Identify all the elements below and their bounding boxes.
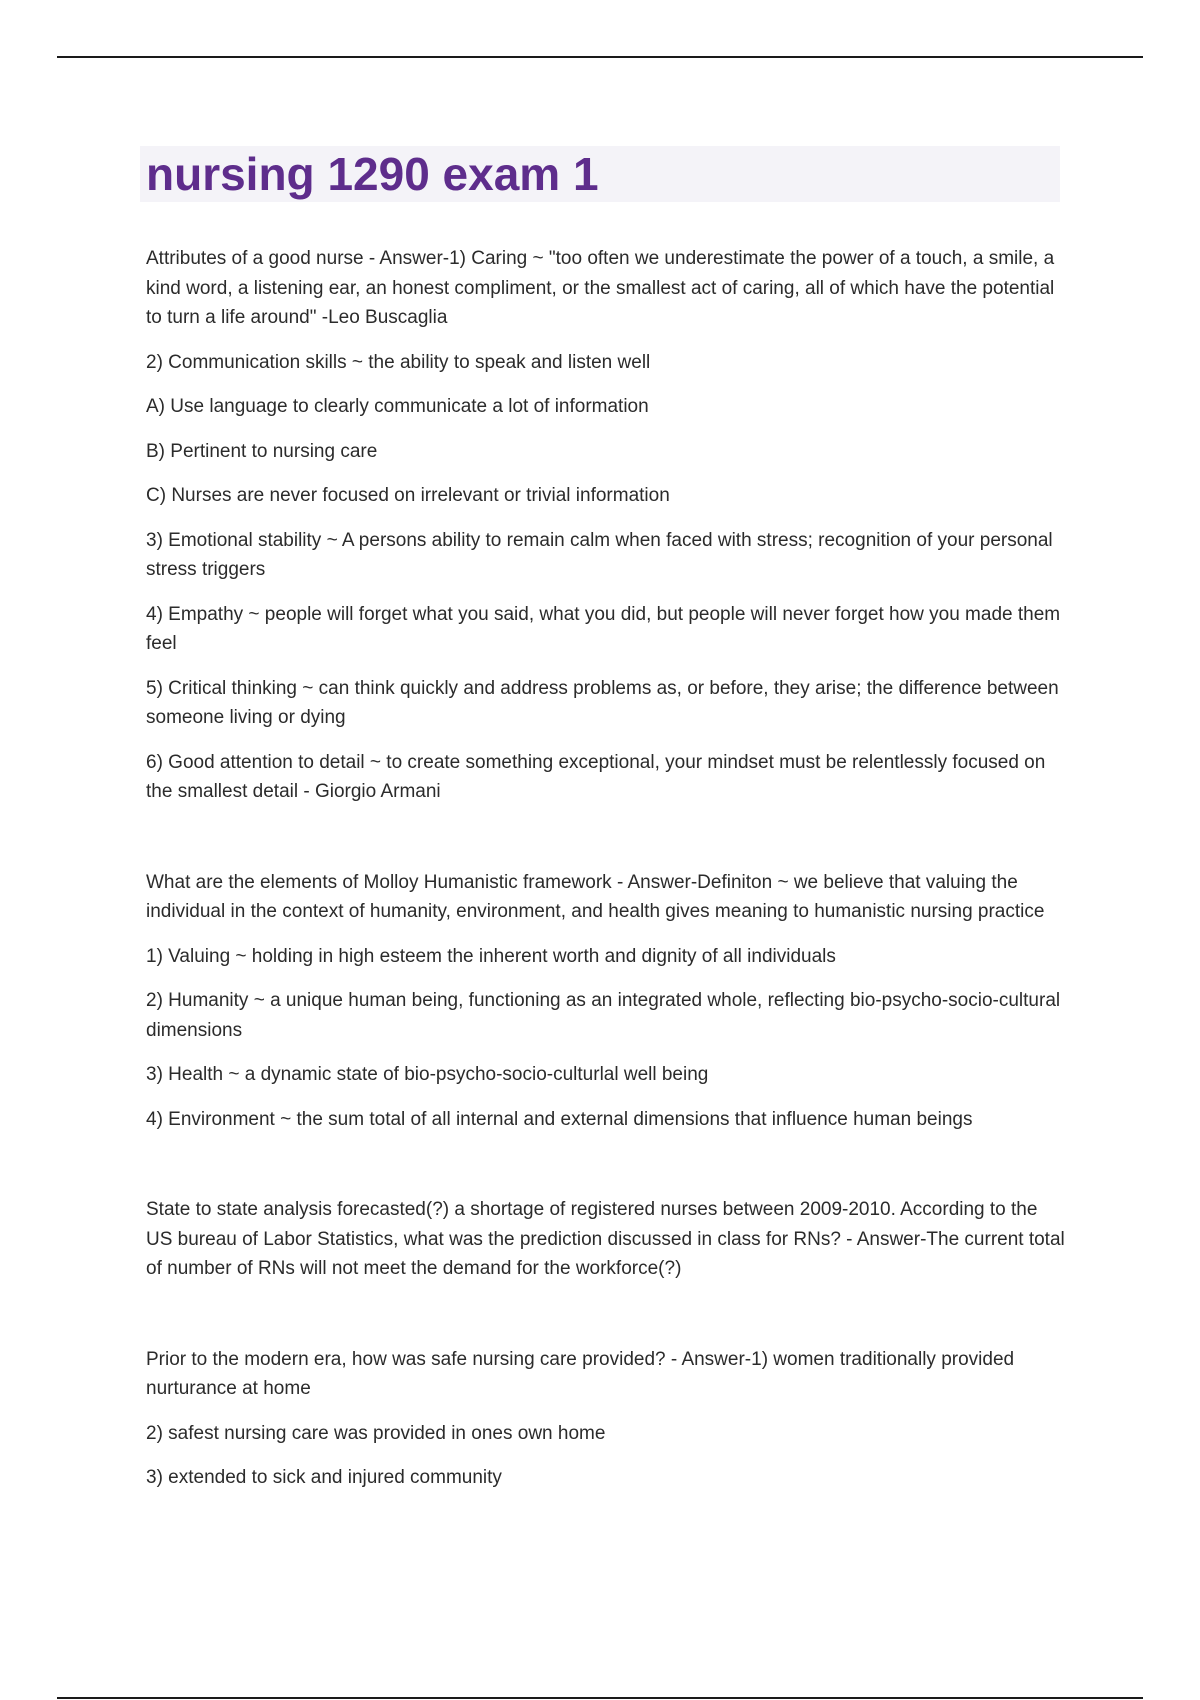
paragraph: 3) Health ~ a dynamic state of bio-psycho-socio-culturlal well being	[146, 1064, 709, 1085]
qa-block	[146, 1195, 1066, 1284]
paragraph: Attributes of a good nurse - Answer-1) Caring ~ "too often we underestimate the power of a touch, a smile, a kind word, a listening ear, an honest compliment, or the smallest act of caring, all of which have the potential to turn a life around" -Leo Buscaglia	[146, 248, 1055, 328]
paragraph: 3) extended to sick and injured community	[146, 1467, 502, 1488]
paragraph: 5) Critical thinking ~ can think quickly and address problems as, or before, they arise; the difference between someone living or dying	[146, 677, 1059, 728]
paragraph: B) Pertinent to nursing care	[146, 440, 378, 462]
header-rule	[57, 56, 1143, 58]
document-title: nursing 1290 exam 1	[146, 148, 599, 200]
paragraph: A) Use language to clearly communicate a lot of information	[146, 396, 649, 417]
title-bar	[140, 146, 1060, 202]
paragraph: Prior to the modern era, how was safe nursing care provided? - Answer-1) women traditionally provided nurturance at home	[146, 1348, 1015, 1399]
block-spacer	[146, 1149, 1066, 1195]
block-spacer	[146, 1299, 1066, 1345]
paragraph: 2) safest nursing care was provided in ones own home	[146, 1422, 606, 1444]
paragraph: 2) Communication skills ~ the ability to speak and listen well	[146, 351, 651, 373]
footer-rule	[57, 1697, 1143, 1699]
block-spacer	[146, 822, 1066, 868]
paragraph: 4) Empathy ~ people will forget what you said, what you did, but people will never forget how you made them feel	[146, 603, 1061, 654]
document-body	[146, 244, 1066, 1508]
paragraph: 1) Valuing ~ holding in high esteem the inherent worth and dignity of all individuals	[146, 945, 836, 967]
paragraph: What are the elements of Molloy Humanistic framework - Answer-Definiton ~ we believe that valuing the individual in the context of humanity, environment, and health gives meaning to humanistic nursing practice	[146, 871, 1045, 922]
qa-block	[146, 1345, 1066, 1493]
paragraph: 4) Environment ~ the sum total of all internal and external dimensions that influence human beings	[146, 1108, 973, 1130]
qa-block	[146, 868, 1066, 1135]
paragraph: State to state analysis forecasted(?) a shortage of registered nurses between 2009-2010. According to the US bureau of Labor Statistics, what was the prediction discussed in class for RNs? - Answer-The current total of number of RNs will not meet the demand for the workforce(?)	[146, 1199, 1065, 1279]
qa-block	[146, 244, 1066, 807]
paragraph: 3) Emotional stability ~ A persons ability to remain calm when faced with stress; recognition of your personal stress triggers	[146, 529, 1053, 580]
paragraph: 6) Good attention to detail ~ to create something exceptional, your mindset must be relentlessly focused on the smallest detail - Giorgio Armani	[146, 751, 1046, 802]
paragraph: C) Nurses are never focused on irrelevant or trivial information	[146, 485, 670, 506]
paragraph: 2) Humanity ~ a unique human being, functioning as an integrated whole, reflecting bio-psycho-socio-cultural dimensions	[146, 990, 1061, 1041]
